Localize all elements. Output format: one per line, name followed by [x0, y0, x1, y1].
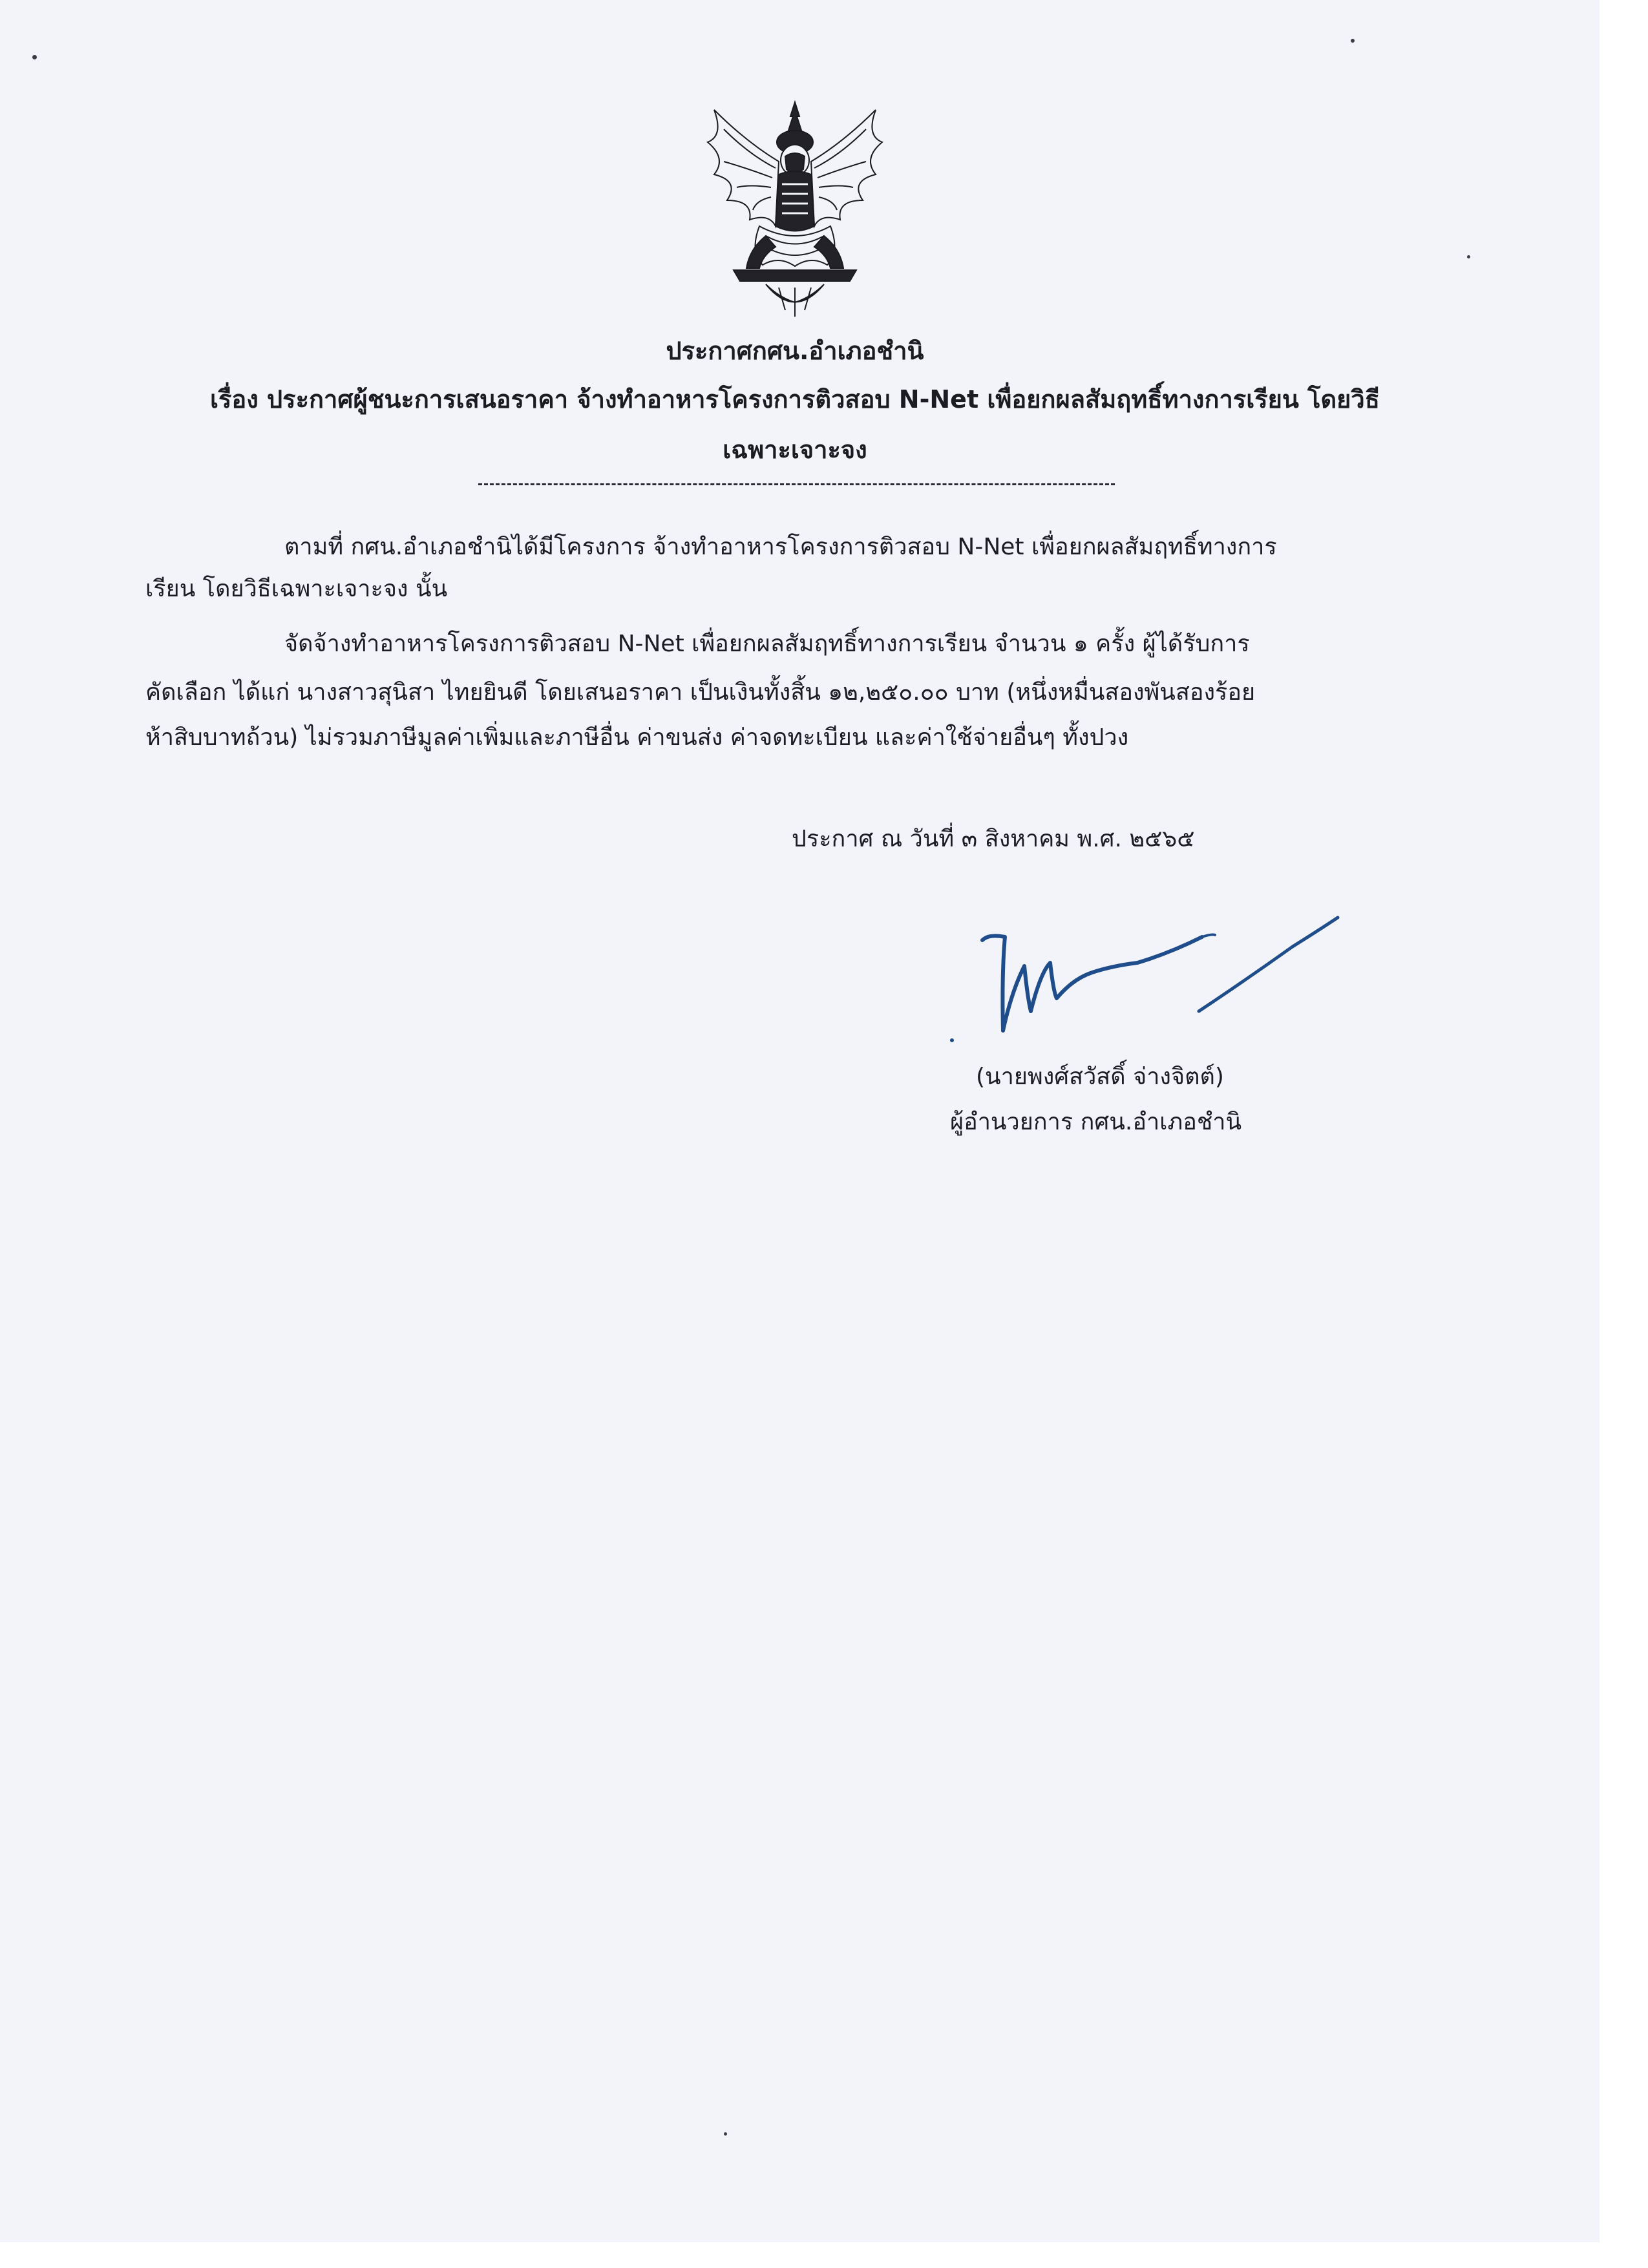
- scan-margin-bottom: [0, 2242, 1600, 2268]
- scan-speck: [1467, 255, 1470, 258]
- signer-position: ผู้อำนวยการ กศน.อำเภอชำนิ: [950, 1109, 1242, 1135]
- signer-name: (นายพงศ์สวัสดิ์ จ่างจิตต์): [976, 1064, 1224, 1090]
- paragraph-1-line-2: เรียน โดยวิธีเฉพาะเจาะจง นั้น: [145, 576, 448, 602]
- separator-line: [478, 483, 1115, 485]
- scan-margin-right: [1600, 0, 1648, 2268]
- announcement-subject: เรื่อง ประกาศผู้ชนะการเสนอราคา จ้างทำอาหารโครงการติวสอบ N-Net เพื่อยกผลสัมฤทธิ์ทางการเรียน โดยวิธี: [210, 385, 1380, 414]
- garuda-emblem-icon: [688, 97, 902, 323]
- announcement-subject-continued: เฉพาะเจาะจง: [723, 436, 867, 464]
- handwritten-signature: [944, 901, 1351, 1056]
- scan-speck: [32, 55, 37, 59]
- announcement-title: ประกาศกศน.อำเภอชำนิ: [666, 337, 924, 365]
- announcement-date: ประกาศ ณ วันที่ ๓ สิงหาคม พ.ศ. ๒๕๖๕: [792, 826, 1195, 852]
- scan-speck: [1351, 39, 1355, 43]
- paragraph-2-line-1: จัดจ้างทำอาหารโครงการติวสอบ N-Net เพื่อยกผลสัมฤทธิ์ทางการเรียน จำนวน ๑ ครั้ง ผู้ได้รับการ: [284, 631, 1250, 657]
- scan-speck: [724, 2132, 727, 2136]
- paragraph-1-line-1: ตามที่ กศน.อำเภอชำนิได้มีโครงการ จ้างทำอาหารโครงการติวสอบ N-Net เพื่อยกผลสัมฤทธิ์ทางการ: [284, 534, 1277, 560]
- paragraph-2-line-2: คัดเลือก ได้แก่ นางสาวสุนิสา ไทยยินดี โดยเสนอราคา เป็นเงินทั้งสิ้น ๑๒,๒๕๐.๐๐ บาท (หนึ่งหมื่นสองพันสองร้อย: [145, 679, 1256, 706]
- paragraph-2-line-3: ห้าสิบบาทถ้วน) ไม่รวมภาษีมูลค่าเพิ่มและภาษีอื่น ค่าขนส่ง ค่าจดทะเบียน และค่าใช้จ่ายอื่นๆ ทั้งปวง: [145, 724, 1129, 751]
